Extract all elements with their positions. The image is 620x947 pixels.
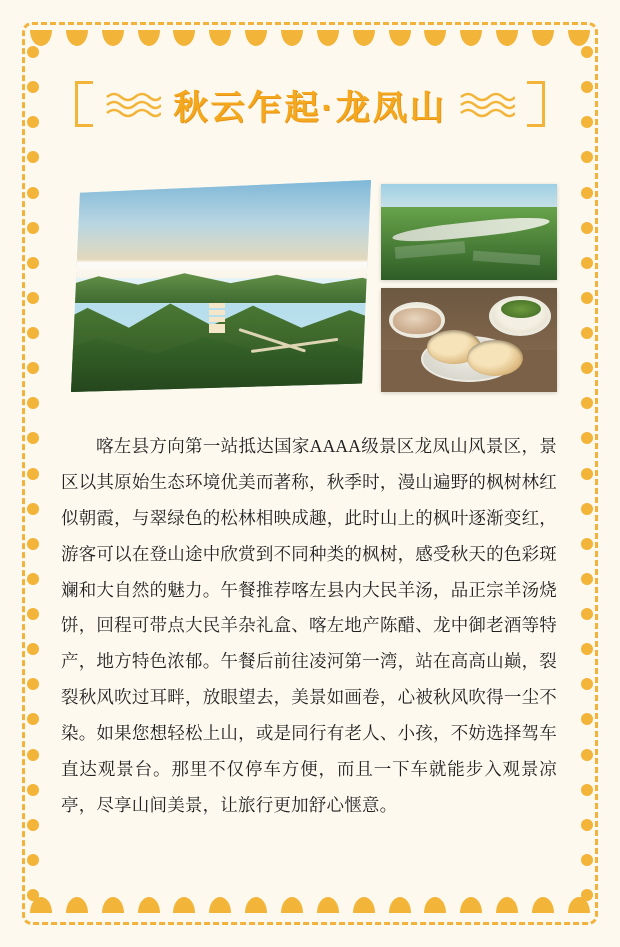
scallop-dot — [581, 819, 593, 831]
scallop-dot — [27, 46, 39, 58]
scallop-dot — [581, 468, 593, 480]
scallop-dot — [581, 46, 593, 58]
photo-main-longfeng-mountain — [71, 180, 371, 392]
scallop-dot — [581, 327, 593, 339]
scallop-dot — [581, 608, 593, 620]
poster-content — [45, 40, 575, 907]
meat-slices — [393, 308, 441, 334]
scallop-dot — [27, 854, 39, 866]
title-wrap — [75, 80, 544, 129]
scallop-dot — [581, 432, 593, 444]
scallop-dot — [581, 749, 593, 761]
green-garnish — [501, 300, 541, 318]
scallop-dot — [27, 713, 39, 725]
scallop-dot — [27, 784, 39, 796]
scallop-dot — [27, 292, 39, 304]
scallop-dot — [27, 327, 39, 339]
scallop-dot — [27, 397, 39, 409]
scallop-dot — [27, 468, 39, 480]
scallop-dot — [27, 81, 39, 93]
scallop-dot — [27, 608, 39, 620]
white-pagoda-icon — [209, 303, 225, 333]
page-title: 秋云乍起·龙凤山 — [173, 88, 447, 127]
left-scallop-column — [27, 46, 39, 901]
scallop-dot — [27, 538, 39, 550]
article-paragraph: 喀左县方向第一站抵达国家AAAA级景区龙凤山风景区，景区以其原始生态环境优美而著称，秋季时，漫山遍野的枫树林红似朝霞，与翠绿色的松林相映成趣，此时山上的枫叶逐渐变红，游客可以在登山途中欣赏到不同种类的枫树，感受秋天的色彩斑斓和大自然的魅力。午餐推荐喀左县内大民羊汤，品正宗羊汤烧饼，回程可带点大民羊杂礼盒、喀左地产陈醋、龙中御老酒等特产，地方特色浓郁。午餐后前往凌河第一湾，站在高高山巅，裂裂秋风吹过耳畔，放眼望去，美景如画卷，心被秋风吹得一尘不染。如果您想轻松上山，或是同行有老人、小孩，不妨选择驾车直达观景台。那里不仅停车方便，而且一下车就能步入观景凉亭，尽享山间美景，让旅行更加舒心惬意。 — [61, 436, 557, 815]
scallop-dot — [581, 573, 593, 585]
scallop-dot — [581, 503, 593, 515]
scallop-dot — [27, 116, 39, 128]
scallop-dot — [581, 854, 593, 866]
scallop-dot — [581, 81, 593, 93]
scallop-dot — [27, 257, 39, 269]
scallop-dot — [27, 432, 39, 444]
scallop-dot — [27, 819, 39, 831]
scallop-dot — [27, 643, 39, 655]
scallop-dot — [27, 222, 39, 234]
scallop-dot — [581, 257, 593, 269]
photo-collage — [45, 162, 575, 407]
scallop-dot — [581, 292, 593, 304]
scallop-dot — [581, 643, 593, 655]
wave-lines-icon — [459, 89, 515, 119]
scallop-dot — [27, 573, 39, 585]
scallop-dot — [27, 749, 39, 761]
scallop-dot — [27, 151, 39, 163]
scallop-dot — [581, 784, 593, 796]
scallop-dot — [581, 116, 593, 128]
scallop-dot — [581, 713, 593, 725]
scallop-dot — [581, 397, 593, 409]
scallop-dot — [581, 538, 593, 550]
scallop-dot — [581, 151, 593, 163]
scallop-dot — [581, 187, 593, 199]
bracket-left-icon — [75, 81, 93, 127]
scallop-dot — [27, 678, 39, 690]
right-scallop-column — [581, 46, 593, 901]
scallop-dot — [27, 187, 39, 199]
title-block — [45, 58, 575, 150]
sesame-cake — [467, 340, 523, 376]
photo-local-food — [381, 288, 557, 392]
scallop-dot — [27, 889, 39, 901]
scallop-dot — [27, 362, 39, 374]
wave-lines-icon — [105, 89, 161, 119]
scallop-dot — [581, 362, 593, 374]
scallop-dot — [581, 678, 593, 690]
scallop-dot — [581, 889, 593, 901]
photo-aerial-river-valley — [381, 184, 557, 280]
scallop-dot — [27, 503, 39, 515]
scallop-dot — [581, 222, 593, 234]
bracket-right-icon — [527, 81, 545, 127]
